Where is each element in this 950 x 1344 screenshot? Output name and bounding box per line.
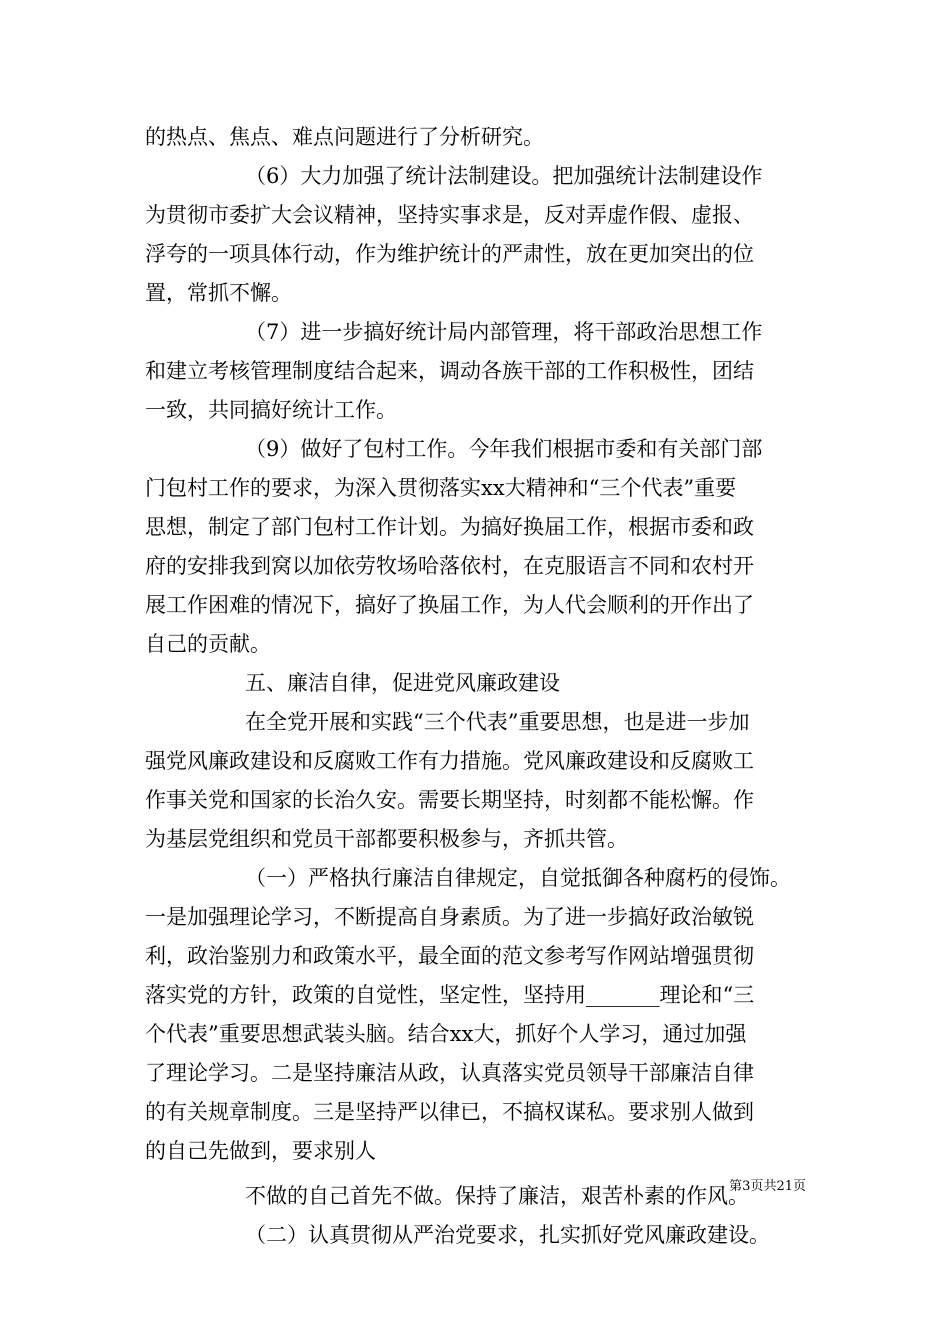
- text-line: 强党风廉政建设和反腐败工作有力措施。党风廉政建设和反腐败工: [145, 749, 754, 773]
- text-line: （9）做好了包村工作。今年我们根据市委和有关部门部: [245, 437, 763, 461]
- text-line: 个代表”重要思想武装头脑。结合xx大，抓好个人学习，通过加强: [145, 1022, 747, 1046]
- text-line: 为贯彻市委扩大会议精神，坚持实事求是，反对弄虚作假、虚报、: [145, 203, 754, 227]
- section-heading: 五、廉洁自律，促进党风廉政建设: [245, 671, 560, 695]
- text-line: 浮夸的一项具体行动，作为维护统计的严肃性，放在更加突出的位: [145, 242, 754, 266]
- text-line: 和建立考核管理制度结合起来，调动各族干部的工作积极性，团结: [145, 359, 754, 383]
- text-line: 的自己先做到，要求别人: [145, 1139, 376, 1163]
- text-line: 的热点、焦点、难点问题进行了分析研究。: [145, 125, 544, 149]
- text-line: （一）严格执行廉洁自律规定，自觉抵御各种腐朽的侵饰。: [245, 866, 791, 890]
- text-line: 利，政治鉴别力和政策水平，最全面的范文参考写作网站增强贯彻: [145, 944, 754, 968]
- text-line: 落实党的方针，政策的自觉性，坚定性，坚持用_______理论和“三: [145, 983, 755, 1007]
- text-line: 的有关规章制度。三是坚持严以律已，不搞权谋私。要求别人做到: [145, 1100, 754, 1124]
- text-line: 思想，制定了部门包村工作计划。为搞好换届工作，根据市委和政: [145, 515, 754, 539]
- text-line: （6）大力加强了统计法制建设。把加强统计法制建设作: [245, 164, 763, 188]
- text-line: 府的安排我到窝以加依劳牧场哈落依村，在克服语言不同和农村开: [145, 554, 754, 578]
- text-line: （7）进一步搞好统计局内部管理，将干部政治思想工作: [245, 320, 763, 344]
- page-number: 第3页共21页: [729, 1179, 806, 1194]
- text-line: （二）认真贯彻从严治党要求，扎实抓好党风廉政建设。: [245, 1223, 770, 1247]
- text-line: 在全党开展和实践“三个代表”重要思想，也是进一步加: [245, 710, 750, 734]
- text-line: 作事关党和国家的长治久安。需要长期坚持，时刻都不能松懈。作: [145, 788, 754, 812]
- text-line: 一是加强理论学习，不断提高自身素质。为了进一步搞好政治敏锐: [145, 905, 754, 929]
- text-line: 门包村工作的要求，为深入贯彻落实xx大精神和“三个代表”重要: [145, 476, 737, 500]
- text-line: 自己的贡献。: [145, 632, 271, 656]
- text-line: 不做的自己首先不做。保持了廉洁，艰苦朴素的作风。: [245, 1184, 749, 1208]
- text-line: 置，常抓不懈。: [145, 281, 292, 305]
- document-body: [145, 118, 805, 1255]
- text-line: 一致，共同搞好统计工作。: [145, 398, 397, 422]
- text-line: 展工作困难的情况下，搞好了换届工作，为人代会顺利的开作出了: [145, 593, 754, 617]
- text-line: 了理论学习。二是坚持廉洁从政，认真落实党员领导干部廉洁自律: [145, 1061, 754, 1085]
- text-line: 为基层党组织和党员干部都要积极参与，齐抓共管。: [145, 827, 628, 851]
